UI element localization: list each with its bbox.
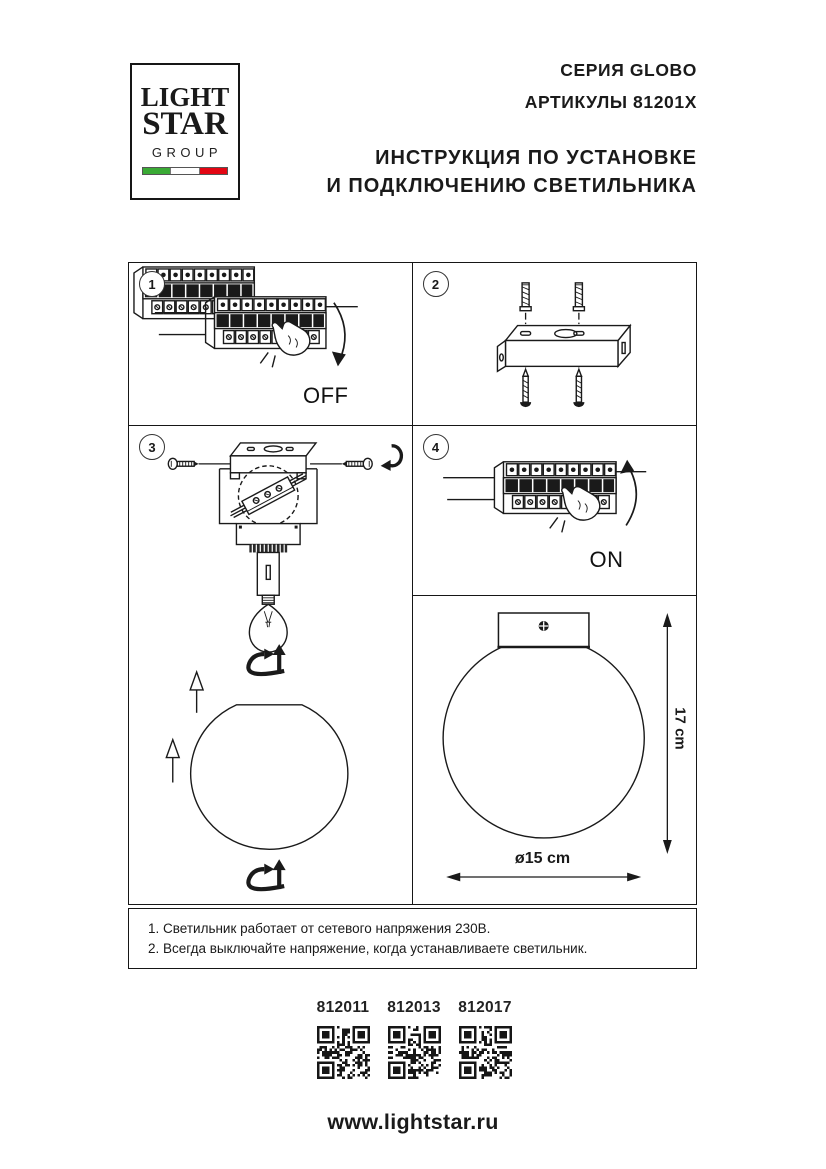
screw-rotation-arrow-icon xyxy=(381,446,402,471)
flag-white-segment xyxy=(170,168,199,174)
step2-number-badge: 2 xyxy=(423,271,449,297)
off-label: OFF xyxy=(303,383,349,408)
height-dimension-arrow xyxy=(662,613,671,854)
logo-group-text: GROUP xyxy=(151,145,223,160)
ceiling-canopy xyxy=(497,613,589,647)
qr-code xyxy=(317,1026,370,1079)
height-dimension-label: 17 cm xyxy=(671,707,688,750)
instruction-title-line2: И ПОДКЛЮЧЕНИЮ СВЕТИЛЬНИКА xyxy=(326,175,697,197)
note-line-2: 2. Всегда выключайте напряжение, когда устанавливаете светильник. xyxy=(148,940,588,956)
bracket-mounting-illustration xyxy=(413,263,697,425)
article-column xyxy=(314,999,372,1084)
step1-number-badge: 1 xyxy=(139,271,165,297)
articles-title: АРТИКУЛЫ 81201X xyxy=(524,92,697,112)
logo-star-text: STAR xyxy=(142,106,228,142)
power-off-illustration xyxy=(129,263,412,425)
rotate-arrow-icon xyxy=(248,859,285,889)
series-title: СЕРИЯ GLOBO xyxy=(560,60,697,80)
italian-flag-stripe xyxy=(142,167,228,175)
ceiling-bracket-illustration xyxy=(497,326,630,372)
fixture-assembly-illustration xyxy=(129,426,412,904)
flag-red-segment xyxy=(200,168,227,174)
lift-up-arrow-icon xyxy=(166,740,179,783)
qr-code xyxy=(388,1026,441,1079)
mounting-screw-icon xyxy=(573,369,584,407)
logo-light-text: LIGHT xyxy=(140,82,230,112)
on-label: ON xyxy=(589,547,624,572)
wall-anchor-icon xyxy=(573,283,584,311)
mounting-screw-icon xyxy=(520,369,531,407)
side-screw-icon xyxy=(310,458,372,469)
article-code: 812013 xyxy=(387,999,441,1016)
glass-globe-illustration xyxy=(443,647,644,838)
canopy-base xyxy=(236,524,300,596)
lightstar-logo xyxy=(130,63,240,200)
step3-panel xyxy=(129,426,413,904)
power-on-illustration xyxy=(413,426,697,595)
ceiling-bracket-illustration xyxy=(230,443,316,479)
note-line-1: 1. Светильник работает от сетевого напряжения 230В. xyxy=(148,921,491,936)
step4-panel xyxy=(413,426,697,596)
step2-panel xyxy=(413,263,697,426)
document-header xyxy=(326,60,697,200)
step1-panel xyxy=(129,263,413,426)
lift-up-arrow-icon xyxy=(190,672,203,713)
article-code: 812017 xyxy=(458,999,512,1016)
article-column xyxy=(456,999,514,1084)
website-url: www.lightstar.ru xyxy=(327,1110,499,1134)
instruction-grid xyxy=(128,262,697,905)
flag-green-segment xyxy=(143,168,170,174)
diameter-dimension-arrow xyxy=(446,873,641,882)
glass-globe-illustration xyxy=(191,705,348,849)
safety-notes-box xyxy=(128,908,697,969)
instruction-title-line1: ИНСТРУКЦИЯ ПО УСТАНОВКЕ xyxy=(375,147,697,169)
dimensions-panel xyxy=(413,596,697,904)
light-bulb-icon xyxy=(249,595,287,652)
side-screw-icon xyxy=(168,458,230,469)
step4-number-badge: 4 xyxy=(423,434,449,460)
switch-down-arrow-icon xyxy=(332,303,346,367)
qr-code xyxy=(459,1026,512,1079)
wall-anchor-icon xyxy=(520,283,531,311)
step3-number-badge: 3 xyxy=(139,434,165,460)
article-code: 812011 xyxy=(316,999,370,1016)
diameter-dimension-label: ø15 cm xyxy=(514,850,571,867)
article-codes-section xyxy=(314,999,514,1084)
switch-up-arrow-icon xyxy=(620,460,636,526)
article-column xyxy=(385,999,443,1084)
